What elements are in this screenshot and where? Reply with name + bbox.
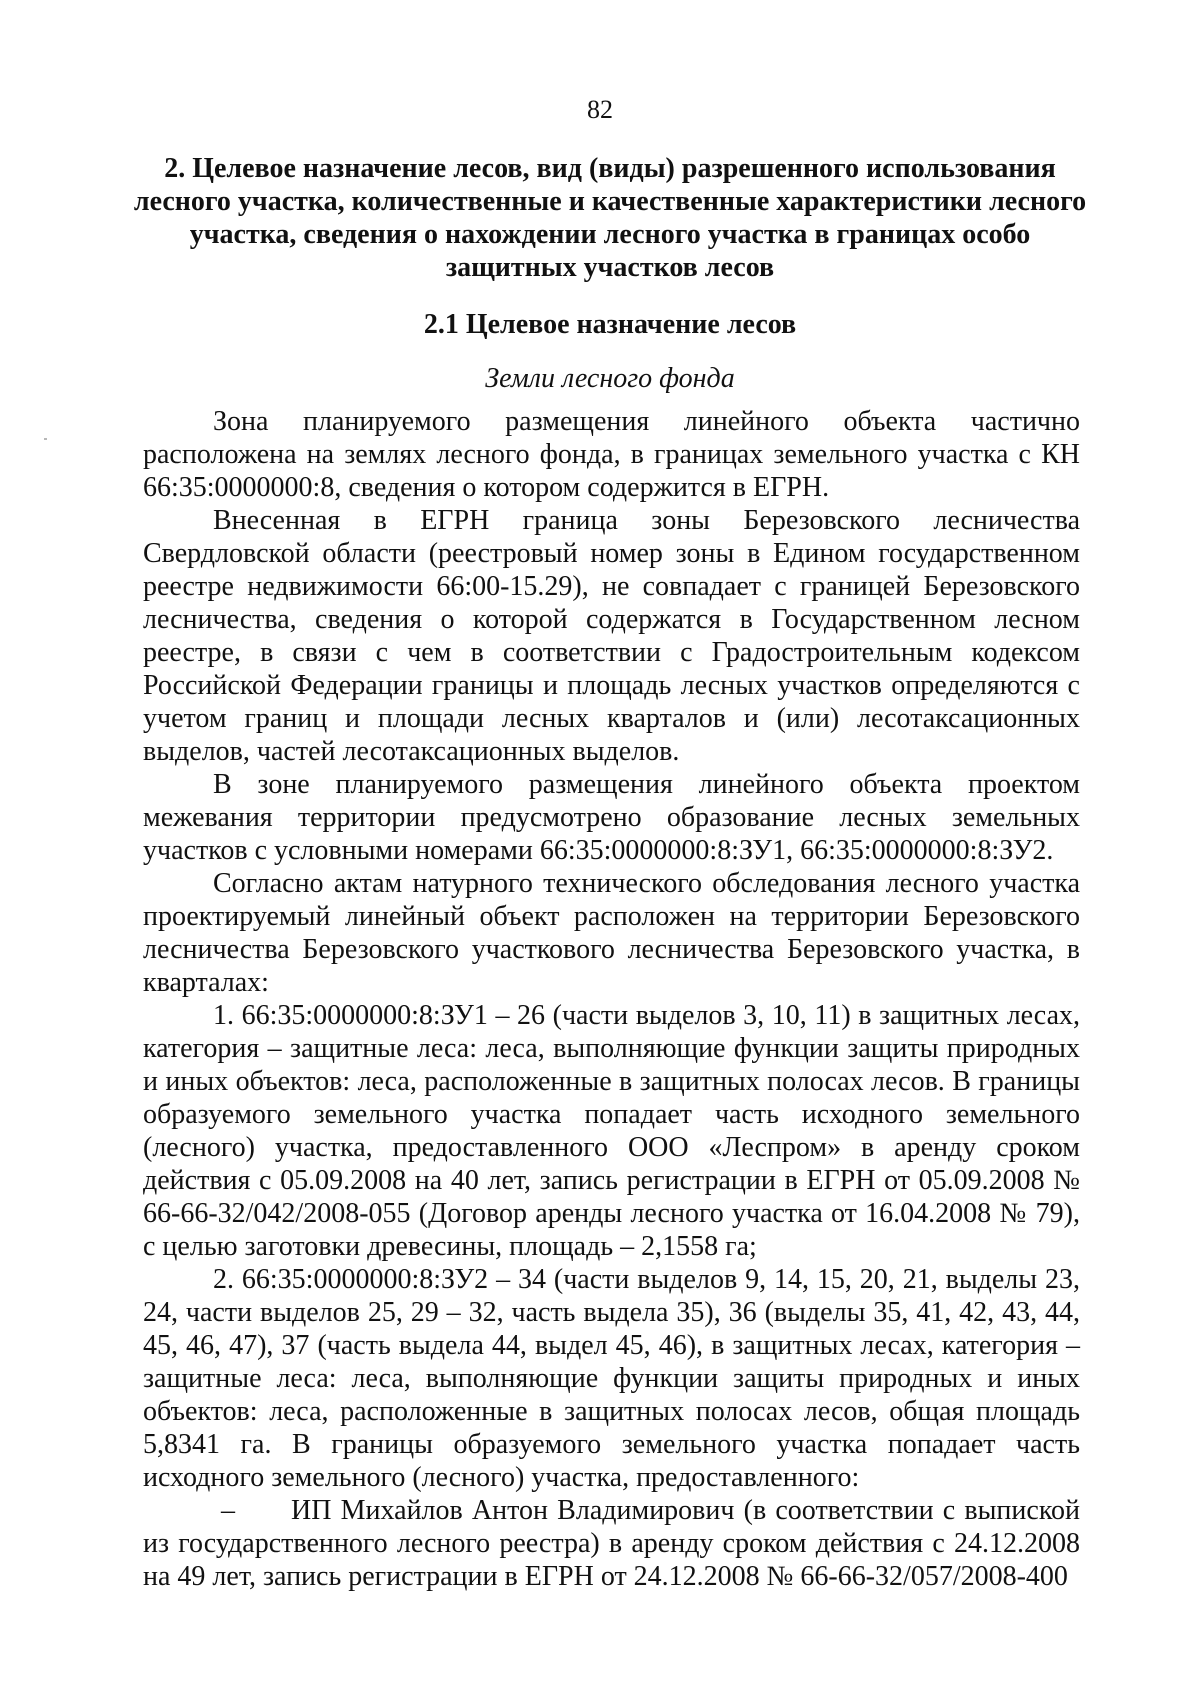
dash-list-item-text: ИП Михайлов Антон Владимирович (в соответствии с выпиской из государственного лесного реестра) в аренду сроком действия с 24.12.2008 на 49 лет, запись регистрации в ЕГРН от 24.12.2008 № 66-66-32/057/2008-400 — [143, 1495, 1080, 1592]
numbered-paragraph: 2. 66:35:0000000:8:ЗУ2 – 34 (части выделов 9, 14, 15, 20, 21, выделы 23, 24, части выделов 25, 29 – 32, часть выдела 35), 36 (выделы 35, 41, 42, 43, 44, 45, 46, 47), 37 (часть выдела 44, выдел 45, 46), в защитных лесах, категория – защитные леса: леса, выполняющие функции защиты природных и иных объектов: леса, расположенные в защитных полосах лесов, общая площадь 5,8341 га. В границы образуемого земельного участка попадает часть исходного земельного (лесного) участка, предоставленного: — [143, 1264, 1080, 1493]
body-text — [143, 405, 1080, 1593]
paragraph: Согласно актам натурного технического обследования лесного участка проектируемый линейный объект расположен на территории Березовского лесничества Березовского участкового лесничества Березовского участка, в кварталах: — [143, 868, 1080, 998]
section-title: 2. Целевое назначение лесов, вид (виды) разрешенного использования лесного участка, количественные и качественные характеристики лесного участка, сведения о нахождении лесного участка в границах особо защитных участков лесов — [133, 153, 1087, 283]
paragraph: Зона планируемого размещения линейного объекта частично расположена на землях лесного фонда, в границах земельного участка с КН 66:35:0000000:8, сведения о котором содержится в ЕГРН. — [143, 406, 1080, 503]
paragraph: В зоне планируемого размещения линейного объекта проектом межевания территории предусмотрено образование лесных земельных участков с условными номерами 66:35:0000000:8:ЗУ1, 66:35:0000000:8:ЗУ2. — [143, 769, 1080, 866]
subsection-title: 2.1 Целевое назначение лесов — [423, 309, 797, 340]
scan-speck — [44, 438, 47, 440]
page-number: 82 — [587, 95, 613, 124]
numbered-paragraph: 1. 66:35:0000000:8:ЗУ1 – 26 (части выделов 3, 10, 11) в защитных лесах, категория – защитные леса: леса, выполняющие функции защиты природных и иных объектов: леса, расположенные в защитных полосах лесов. В границы образуемого земельного участка попадает часть исходного земельного (лесного) участка, предоставленного ООО «Леспром» в аренду сроком действия с 05.09.2008 на 40 лет, запись регистрации в ЕГРН от 05.09.2008 № 66-66-32/042/2008-055 (Договор аренды лесного участка от 16.04.2008 № 79), с целью заготовки древесины, площадь – 2,1558 га; — [143, 1000, 1080, 1262]
category-title: Земли лесного фонда — [485, 363, 735, 394]
dash-list-item — [143, 1494, 1080, 1593]
dash-marker: – — [221, 1495, 235, 1526]
paragraph: Внесенная в ЕГРН граница зоны Березовского лесничества Свердловской области (реестровый номер зоны в Едином государственном реестре недвижимости 66:00-15.29), не совпадает с границей Березовского лесничества, сведения о которой содержатся в Государственном лесном реестре, в связи с чем в соответствии с Градостроительным кодексом Российской Федерации границы и площадь лесных участков определяются с учетом границ и площади лесных кварталов и (или) лесотаксационных выделов, частей лесотаксационных выделов. — [143, 505, 1080, 767]
